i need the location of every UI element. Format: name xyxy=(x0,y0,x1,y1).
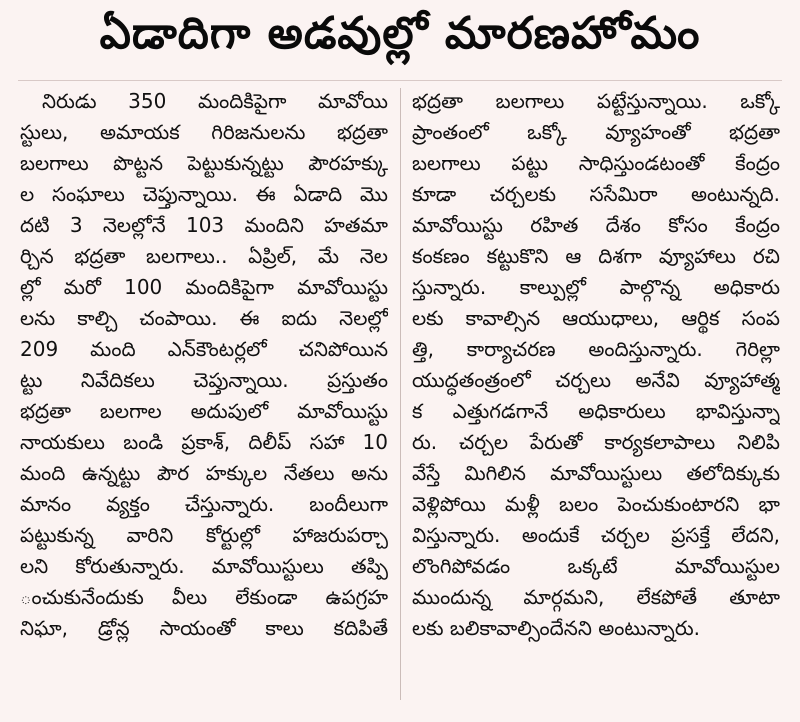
article-line: లకు కావాల్సిన ఆయుధాలు, ఆర్థిక సంప xyxy=(412,306,780,330)
article-line: స్టులు, అమాయక గిరిజనులను భద్రతా xyxy=(20,120,388,144)
article-line: వెళ్లిపోయి మళ్లీ బలం పెంచుకుంటారని భా xyxy=(412,492,780,516)
article-line: ంచుకునేందుకు వీలు లేకుండా ఉపగ్రహ xyxy=(20,585,388,609)
headline-rule xyxy=(18,80,782,81)
article-line: ట్టు నివేదికలు చెప్తున్నాయి. ప్రస్తుతం xyxy=(20,368,388,392)
article-line: బలగాలు పట్టు సాధిస్తుండటంతో కేంద్రం xyxy=(412,151,780,175)
headline: ఏడాదిగా అడవుల్లో మారణహోమం xyxy=(99,8,701,59)
article-line: ల్లో మరో 100 మందికిపైగా మావోయిస్టు xyxy=(20,275,388,299)
article-line: ల సంఘాలు చెప్తున్నాయి. ఈ ఏడాది మొ xyxy=(20,182,388,206)
article-line: భద్రతా బలగాల అదుపులో మావోయిస్టు xyxy=(20,399,388,423)
article-line: భద్రతా బలగాలు పట్టేస్తున్నాయి. ఒక్కో xyxy=(412,89,780,113)
column-divider xyxy=(400,88,401,700)
article-body xyxy=(20,86,780,712)
article-column-right xyxy=(412,86,780,644)
article-line: త్తి, కార్యాచరణ అందిస్తున్నారు. గెరిల్లా xyxy=(412,337,780,361)
article-line: నిఘా, డ్రోన్ల సాయంతో కాలు కదిపితే xyxy=(20,616,388,640)
article-line: వేస్తే మిగిలిన మావోయిస్టులు తలోదిక్కుకు xyxy=(412,461,780,485)
article-line: రు. చర్చల పేరుతో కార్యకలాపాలు నిలిపి xyxy=(412,430,780,454)
article-line: బలగాలు పొట్టన పెట్టుకున్నట్టు పౌరహక్కు xyxy=(20,151,388,175)
article-line: నిరుడు 350 మందికిపైగా మావోయి xyxy=(42,89,388,113)
article-line: లను కాల్చి చంపాయి. ఈ ఐదు నెలల్లో xyxy=(20,306,388,330)
article-line: స్తున్నారు. కాల్పుల్లో పాల్గొన్న అధికారు xyxy=(412,275,780,299)
article-line: ముందున్న మార్గమని, లేకపోతే తూటా xyxy=(412,585,780,609)
article-line: నాయకులు బండి ప్రకాశ్, దిలీప్ సహా 10 xyxy=(20,430,388,454)
article-line: మంది ఉన్నట్టు పౌర హక్కుల నేతలు అను xyxy=(20,461,388,485)
article-line: 209 మంది ఎన్‌కౌంటర్లలో చనిపోయిన xyxy=(20,337,388,361)
article-line: దటి 3 నెలల్లోనే 103 మందిని హతమా xyxy=(20,213,388,237)
article-column-left xyxy=(20,86,388,644)
article-line: కంకణం కట్టుకొని ఆ దిశగా వ్యూహాలు రచి xyxy=(412,244,780,268)
article-line: పట్టుకున్న వారిని కోర్టుల్లో హాజరుపర్చా xyxy=(20,523,388,547)
article-line: కూడా చర్చలకు ససేమిరా అంటున్నది. xyxy=(412,182,780,206)
article-line: లకు బలికావాల్సిందేనని అంటున్నారు. xyxy=(412,616,700,640)
article-line: మానం వ్యక్తం చేస్తున్నారు. బందీలుగా xyxy=(20,492,388,516)
article-line: క ఎత్తుగడగానే అధికారులు భావిస్తున్నా xyxy=(412,399,780,423)
article-line: యుద్ధతంత్రంలో చర్చలు అనేవి వ్యూహాత్మ xyxy=(412,368,780,392)
article-line: ప్రాంతంలో ఒక్కో వ్యూహంతో భద్రతా xyxy=(412,120,780,144)
article-line: మావోయిస్టు రహిత దేశం కోసం కేంద్రం xyxy=(412,213,780,237)
article-line: ర్చిన భద్రతా బలగాలు.. ఏప్రిల్, మే నెల xyxy=(20,244,388,268)
article-line: లని కోరుతున్నారు. మావోయిస్టులు తప్పి xyxy=(20,554,388,578)
article-line: విస్తున్నారు. అందుకే చర్చల ప్రసక్తే లేదని, xyxy=(412,523,780,547)
article-line: లొంగిపోవడం ఒక్కటే మావోయిస్టుల xyxy=(412,554,780,578)
